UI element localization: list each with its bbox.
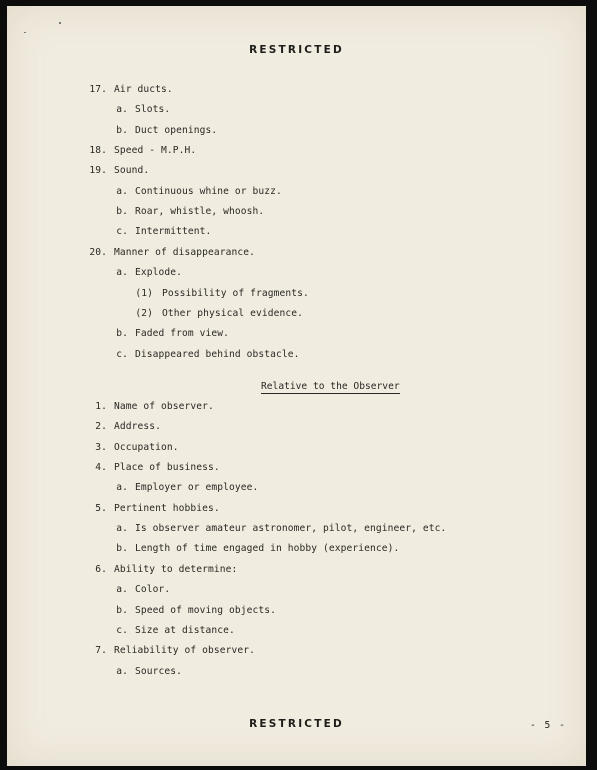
item-number: a. <box>116 482 128 494</box>
item-number: 3. <box>95 441 107 453</box>
item-text: Reliability of observer. <box>114 645 256 657</box>
paper-speck <box>24 32 26 33</box>
item-text: Sources. <box>135 665 183 677</box>
item-text: Employer or employee. <box>135 482 259 494</box>
item-text: Continuous whine or buzz. <box>135 185 282 197</box>
item-text: Sound. <box>114 165 150 177</box>
item-text: Manner of disappearance. <box>114 246 256 258</box>
item-text: Air ducts. <box>114 84 173 95</box>
item-number: 4. <box>95 462 107 474</box>
item-text: Ability to determine: <box>114 563 238 575</box>
item-text: Length of time engaged in hobby (experience). <box>135 543 400 555</box>
item-number: 7. <box>95 645 107 657</box>
item-number: 1. <box>95 401 107 412</box>
item-number: a. <box>116 665 128 677</box>
item-number: b. <box>116 604 128 616</box>
header-classification: RESTRICTED <box>249 44 344 56</box>
item-text: Color. <box>135 584 171 596</box>
item-number: b. <box>116 206 128 218</box>
item-number: b. <box>116 543 128 555</box>
item-number: c. <box>116 226 128 238</box>
item-number: 5. <box>95 502 107 514</box>
item-number: (1) <box>135 287 153 299</box>
item-text: Is observer amateur astronomer, pilot, engineer, etc. <box>135 523 447 535</box>
item-text: Intermittent. <box>135 226 212 238</box>
item-number: 19. <box>89 165 107 177</box>
item-text: Occupation. <box>114 441 179 453</box>
item-text: Possibility of fragments. <box>162 287 309 299</box>
item-text: Speed of moving objects. <box>135 604 277 616</box>
item-number: a. <box>116 185 128 197</box>
document-page <box>7 6 586 766</box>
item-text: Disappeared behind obstacle. <box>135 348 300 360</box>
paper-speck <box>59 22 61 24</box>
item-number: c. <box>116 348 128 360</box>
item-number: (2) <box>135 307 153 319</box>
footer-classification: RESTRICTED <box>249 718 344 730</box>
item-text: Other physical evidence. <box>162 307 304 319</box>
item-text: Duct openings. <box>135 124 218 136</box>
item-number: 6. <box>95 563 107 575</box>
item-text: Pertinent hobbies. <box>114 502 220 514</box>
section-title: Relative to the Observer <box>261 381 400 392</box>
item-number: a. <box>116 267 128 279</box>
item-text: Size at distance. <box>135 624 235 636</box>
item-text: Faded from view. <box>135 328 230 340</box>
item-number: 18. <box>89 145 107 157</box>
item-text: Speed - M.P.H. <box>114 145 197 157</box>
item-number: 17. <box>89 84 107 95</box>
item-text: Address. <box>114 421 162 433</box>
item-number: 20. <box>89 246 107 258</box>
item-number: 2. <box>95 421 107 433</box>
item-text: Name of observer. <box>114 401 214 412</box>
item-number: a. <box>116 584 128 596</box>
item-number: b. <box>116 124 128 136</box>
item-number: a. <box>116 523 128 535</box>
page-number: - 5 - <box>530 720 567 731</box>
item-text: Slots. <box>135 104 171 116</box>
item-text: Explode. <box>135 267 183 279</box>
item-number: b. <box>116 328 128 340</box>
item-text: Place of business. <box>114 462 220 474</box>
item-number: a. <box>116 104 128 116</box>
item-number: c. <box>116 624 128 636</box>
item-text: Roar, whistle, whoosh. <box>135 206 265 218</box>
